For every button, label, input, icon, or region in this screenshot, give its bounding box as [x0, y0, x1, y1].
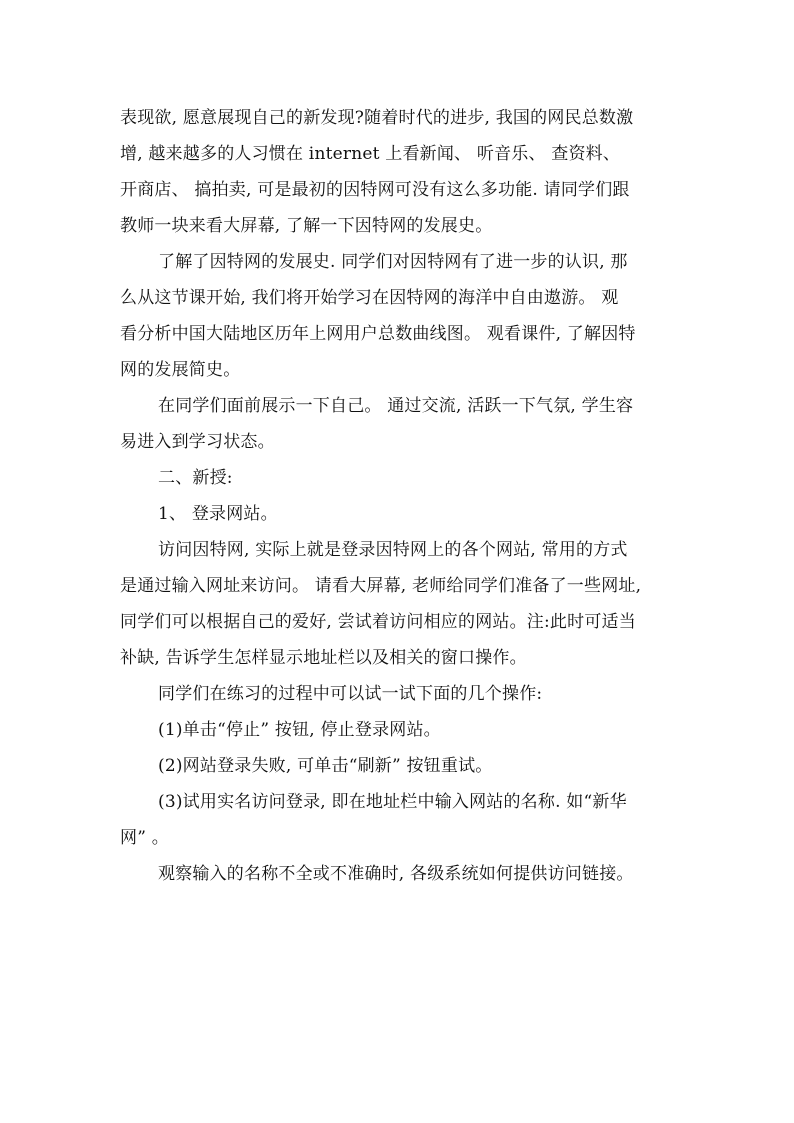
text-line-9: 在同学们面前展示一下自己。 通过交流, 活跃一下气氛, 学生容	[158, 396, 634, 416]
text-line-13: 访问因特网, 实际上就是登录因特网上的各个网站, 常用的方式	[158, 540, 628, 560]
text-line-17: 同学们在练习的过程中可以试一试下面的几个操作:	[158, 684, 543, 704]
text-line-16: 补缺, 告诉学生怎样显示地址栏以及相关的窗口操作。	[120, 648, 527, 668]
section-heading: 二、新授:	[158, 468, 233, 488]
text-line-2: 增, 越来越多的人习惯在 internet 上看新闻、 听音乐、 查资料、	[120, 144, 621, 164]
text-line-22: 观察输入的名称不全或不准确时, 各级系统如何提供访问链接。	[158, 864, 634, 884]
list-item-1: (1)单击“停止” 按钮, 停止登录网站。	[158, 720, 441, 740]
text-line-14: 是通过输入网址来访问。 请看大屏幕, 老师给同学们准备了一些网址,	[120, 576, 642, 596]
body-text	[120, 100, 680, 892]
text-line-8: 网的发展简史。	[120, 360, 241, 380]
text-line-15: 同学们可以根据自己的爱好, 尝试着访问相应的网站。注:此时可适当	[120, 612, 636, 632]
subsection-heading: 1、 登录网站。	[158, 504, 278, 524]
text-line-4: 教师一块来看大屏幕, 了解一下因特网的发展史。	[120, 216, 493, 236]
list-item-3-continued: 网” 。	[120, 828, 169, 848]
text-line-5: 了解了因特网的发展史. 同学们对因特网有了进一步的认识, 那	[158, 252, 628, 272]
text-line-1: 表现欲, 愿意展现自己的新发现?随着时代的进步, 我国的网民总数激	[120, 108, 634, 128]
text-line-6: 么从这节课开始, 我们将开始学习在因特网的海洋中自由遨游。 观	[120, 288, 619, 308]
list-item-3: (3)试用实名访问登录, 即在地址栏中输入网站的名称. 如“新华	[158, 792, 627, 812]
text-line-3: 开商店、 搞拍卖, 可是最初的因特网可没有这么多功能. 请同学们跟	[120, 180, 630, 200]
list-item-2: (2)网站登录失败, 可单击“刷新” 按钮重试。	[158, 756, 493, 776]
text-line-10: 易进入到学习状态。	[120, 432, 275, 452]
text-line-7: 看分析中国大陆地区历年上网用户总数曲线图。 观看课件, 了解因特	[120, 324, 636, 344]
